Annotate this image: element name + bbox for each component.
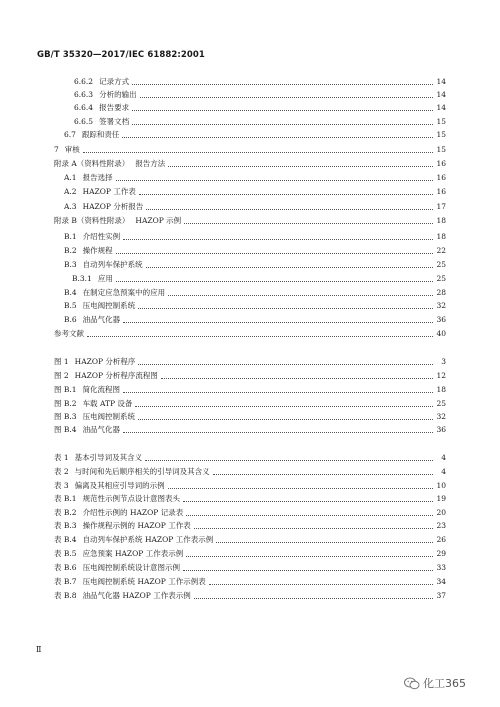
toc-entry[interactable] xyxy=(54,466,446,478)
toc-entry-title: 操作规程 xyxy=(82,246,113,255)
toc-entry-title: HAZOP 工作表 xyxy=(82,187,136,196)
toc-entry[interactable] xyxy=(64,259,446,271)
toc-leader-dots xyxy=(132,109,433,111)
toc-leader-dots xyxy=(116,179,433,181)
toc-entry-title: 审核 xyxy=(64,145,80,154)
toc-entry-page: 36 xyxy=(436,315,446,324)
toc-entry-page: 16 xyxy=(436,187,446,196)
toc-entry-page: 26 xyxy=(436,535,446,544)
toc-entry[interactable] xyxy=(54,534,446,546)
toc-entry[interactable] xyxy=(74,116,446,128)
toc-entry-page: 33 xyxy=(436,563,446,572)
document-code-header: GB/T 35320—2017/IEC 61882:2001 xyxy=(37,50,205,60)
toc-entry-page: 29 xyxy=(436,549,446,558)
toc-entry-title: 记录方式 xyxy=(99,77,130,86)
toc-leader-dots xyxy=(138,418,433,420)
toc-leader-dots xyxy=(132,83,433,85)
toc-entry-page: 14 xyxy=(436,90,446,99)
toc-entry-number: 6.6.2 xyxy=(74,77,94,86)
toc-entry-title: 压电阀控制系统设计意图示例 xyxy=(82,563,181,572)
toc-entry[interactable] xyxy=(54,424,446,436)
toc-entry-page: 4 xyxy=(441,467,446,476)
toc-leader-dots xyxy=(87,335,433,337)
toc-leader-dots xyxy=(135,405,433,407)
watermark-text: 化工365 xyxy=(423,677,466,690)
toc-entry-title: 油品气化器 xyxy=(82,315,121,324)
toc-entry-number: 图 2 xyxy=(54,371,69,380)
toc-entry-page: 18 xyxy=(436,216,446,225)
toc-entry[interactable] xyxy=(54,215,446,227)
toc-entry-page: 23 xyxy=(436,521,446,530)
toc-entry[interactable] xyxy=(54,520,446,532)
toc-leader-dots xyxy=(186,514,433,516)
toc-entry[interactable] xyxy=(64,245,446,257)
toc-entry-number: 6.6.3 xyxy=(74,90,94,99)
toc-entry-title: 签署文档 xyxy=(99,117,130,126)
toc-entry-page: 14 xyxy=(436,103,446,112)
toc-leader-dots xyxy=(123,238,433,240)
toc-entry-number: B.3.1 xyxy=(72,274,92,283)
toc-entry-page: 18 xyxy=(436,232,446,241)
toc-entry-title: 与时间和先后顺序相关的引导词及其含义 xyxy=(74,467,210,476)
toc-leader-dots xyxy=(139,193,433,195)
toc-entry-page: 19 xyxy=(436,494,446,503)
toc-entry-number: 图 B.1 xyxy=(54,385,77,394)
toc-entry[interactable] xyxy=(54,493,446,505)
toc-leader-dots xyxy=(123,391,433,393)
toc-entry[interactable] xyxy=(54,452,446,464)
toc-entry-title: 自动列车保护系统 xyxy=(82,260,143,269)
toc-entry-title: 基本引导词及其含义 xyxy=(74,453,143,462)
toc-entry-page: 37 xyxy=(436,591,446,600)
toc-entry-page: 14 xyxy=(436,77,446,86)
toc-entry-title: 油品气化器 xyxy=(82,425,121,434)
toc-entry[interactable] xyxy=(64,300,446,312)
toc-entry-number: 表 B.4 xyxy=(54,535,77,544)
toc-entry-title: 规范性示例节点设计意图表头 xyxy=(82,494,181,503)
toc-entry-page: 20 xyxy=(436,508,446,517)
toc-entry-page: 4 xyxy=(441,453,446,462)
toc-entry-number: 附录 A（资料性附录） xyxy=(54,159,130,168)
toc-entry-page: 32 xyxy=(436,412,446,421)
toc-entry-page: 40 xyxy=(436,329,446,338)
toc-entry-page: 34 xyxy=(436,577,446,586)
toc-entry-title: 偏离及其相应引导词的示例 xyxy=(74,481,165,490)
wechat-icon xyxy=(404,677,420,690)
toc-entry[interactable] xyxy=(54,548,446,560)
toc-entry[interactable] xyxy=(72,273,446,285)
toc-entry-title: 介绍性示例的 HAZOP 记录表 xyxy=(82,508,184,517)
toc-entry-number: 图 B.4 xyxy=(54,425,77,434)
toc-leader-dots xyxy=(168,294,433,296)
toc-leader-dots xyxy=(186,555,433,557)
toc-entry-page: 16 xyxy=(436,159,446,168)
toc-entry[interactable] xyxy=(64,129,446,141)
toc-entry-title: 报告选择 xyxy=(82,173,113,182)
toc-entry[interactable] xyxy=(54,562,446,574)
toc-leader-dots xyxy=(194,527,433,529)
toc-entry-title: 应急预案 HAZOP 工作表示例 xyxy=(82,549,184,558)
toc-entry[interactable] xyxy=(54,384,446,396)
toc-entry[interactable] xyxy=(54,590,446,602)
toc-entry-title: 介绍性实例 xyxy=(82,232,121,241)
toc-entry-page: 15 xyxy=(436,145,446,154)
toc-entry[interactable] xyxy=(74,89,446,101)
toc-entry-number: 表 3 xyxy=(54,481,69,490)
toc-entry-title: HAZOP 示例 xyxy=(135,216,182,225)
toc-entry-title: 自动列车保护系统 HAZOP 工作表示例 xyxy=(82,535,214,544)
toc-entry[interactable] xyxy=(74,76,446,88)
toc-entry[interactable] xyxy=(54,370,446,382)
toc-entry-page: 25 xyxy=(436,274,446,283)
toc-entry-number: B.2 xyxy=(64,246,77,255)
toc-entry-number: 图 1 xyxy=(54,357,69,366)
toc-entry-number: A.1 xyxy=(64,173,77,182)
toc-leader-dots xyxy=(146,208,433,210)
toc-leader-dots xyxy=(184,222,433,224)
toc-leader-dots xyxy=(145,459,433,461)
toc-entry-number: 参考文献 xyxy=(54,329,84,338)
toc-entry-number: A.3 xyxy=(64,202,77,211)
toc-entry[interactable] xyxy=(54,398,446,410)
toc-entry-number: 表 B.7 xyxy=(54,577,77,586)
toc-entry-number: 表 B.2 xyxy=(54,508,77,517)
toc-entry-page: 15 xyxy=(436,130,446,139)
toc-entry[interactable] xyxy=(54,507,446,519)
toc-entry-page: 3 xyxy=(441,357,446,366)
toc-entry-page: 10 xyxy=(436,481,446,490)
toc-entry-title: 报告要求 xyxy=(99,103,130,112)
toc-entry-number: 表 B.1 xyxy=(54,494,77,503)
toc-leader-dots xyxy=(116,252,433,254)
toc-entry-number: B.5 xyxy=(64,301,77,310)
toc-entry-page: 25 xyxy=(436,399,446,408)
toc-entry-page: 16 xyxy=(436,173,446,182)
toc-leader-dots xyxy=(83,151,433,153)
toc-entry-number: 6.6.5 xyxy=(74,117,94,126)
toc-entry[interactable] xyxy=(54,328,446,340)
toc-entry-number: 表 B.5 xyxy=(54,549,77,558)
toc-leader-dots xyxy=(146,266,433,268)
toc-entry-number: B.4 xyxy=(64,288,77,297)
toc-entry[interactable] xyxy=(54,144,446,156)
toc-leader-dots xyxy=(216,541,433,543)
toc-leader-dots xyxy=(213,473,433,475)
toc-entry-title: 操作规程示例的 HAZOP 工作表 xyxy=(82,521,191,530)
toc-entry-title: 油品气化器 HAZOP 工作表示例 xyxy=(82,591,191,600)
toc-entry-number: B.3 xyxy=(64,260,77,269)
toc-leader-dots xyxy=(122,136,433,138)
toc-entry-title: 分析的输出 xyxy=(99,90,137,99)
toc-entry-number: 7 xyxy=(54,145,59,154)
toc-leader-dots xyxy=(132,123,433,125)
toc-entry-number: 表 B.8 xyxy=(54,591,77,600)
page-number: Ⅱ xyxy=(36,645,42,654)
toc-leader-dots xyxy=(194,597,433,599)
toc-entry[interactable] xyxy=(54,356,446,368)
wechat-watermark xyxy=(404,675,466,691)
toc-entry-page: 25 xyxy=(436,260,446,269)
toc-entry-number: B.1 xyxy=(64,232,77,241)
toc-leader-dots xyxy=(123,321,433,323)
toc-entry[interactable] xyxy=(64,287,446,299)
toc-leader-dots xyxy=(183,500,433,502)
toc-entry-page: 28 xyxy=(436,288,446,297)
toc-entry-title: 压电阀控制系统 xyxy=(82,412,136,421)
toc-leader-dots xyxy=(183,569,433,571)
toc-entry[interactable] xyxy=(64,172,446,184)
toc-entry-number: 表 B.6 xyxy=(54,563,77,572)
toc-leader-dots xyxy=(138,363,433,365)
toc-leader-dots xyxy=(168,165,433,167)
toc-entry-page: 12 xyxy=(436,371,446,380)
toc-leader-dots xyxy=(209,583,433,585)
toc-entry-number: 6.6.4 xyxy=(74,103,94,112)
toc-leader-dots xyxy=(168,487,433,489)
toc-leader-dots xyxy=(161,377,433,379)
toc-entry-title: 简化流程图 xyxy=(82,385,121,394)
toc-entry-page: 32 xyxy=(436,301,446,310)
toc-entry-title: 跟踪和责任 xyxy=(81,130,120,139)
toc-entry[interactable] xyxy=(64,314,446,326)
toc-entry-title: HAZOP 分析程序流程图 xyxy=(74,371,158,380)
toc-entry-title: HAZOP 分析程序 xyxy=(74,357,136,366)
toc-entry-title: 应用 xyxy=(97,274,113,283)
toc-entry-number: 图 B.2 xyxy=(54,399,77,408)
toc-entry-number: 6.7 xyxy=(64,130,76,139)
toc-entry-page: 18 xyxy=(436,385,446,394)
toc-entry[interactable] xyxy=(54,480,446,492)
toc-entry-page: 15 xyxy=(436,117,446,126)
toc-entry[interactable] xyxy=(54,576,446,588)
toc-entry-number: 图 B.3 xyxy=(54,412,77,421)
toc-entry-number: 附录 B（资料性附录） xyxy=(54,216,130,225)
toc-entry-title: 压电阀控制系统 xyxy=(82,301,136,310)
toc-entry-number: B.6 xyxy=(64,315,77,324)
toc-entry-number: A.2 xyxy=(64,187,77,196)
toc-entry[interactable] xyxy=(64,231,446,243)
toc-entry[interactable] xyxy=(64,201,446,213)
toc-entry-title: 在制定应急预案中的应用 xyxy=(82,288,166,297)
toc-entry[interactable] xyxy=(54,411,446,423)
toc-entry-number: 表 1 xyxy=(54,453,69,462)
toc-leader-dots xyxy=(140,96,433,98)
toc-entry-title: 报告方法 xyxy=(135,159,166,168)
toc-entry-number: 表 B.3 xyxy=(54,521,77,530)
toc-entry[interactable] xyxy=(64,186,446,198)
toc-leader-dots xyxy=(123,431,433,433)
toc-leader-dots xyxy=(116,280,433,282)
toc-entry-number: 表 2 xyxy=(54,467,69,476)
toc-entry[interactable] xyxy=(54,158,446,170)
toc-leader-dots xyxy=(138,307,433,309)
toc-entry-page: 17 xyxy=(436,202,446,211)
toc-entry-title: HAZOP 分析报告 xyxy=(82,202,144,211)
toc-entry-page: 36 xyxy=(436,425,446,434)
toc-entry-title: 车载 ATP 设备 xyxy=(82,399,133,408)
toc-entry[interactable] xyxy=(74,102,446,114)
toc-entry-page: 22 xyxy=(436,246,446,255)
toc-entry-title: 压电阀控制系统 HAZOP 工作示例表 xyxy=(82,577,206,586)
